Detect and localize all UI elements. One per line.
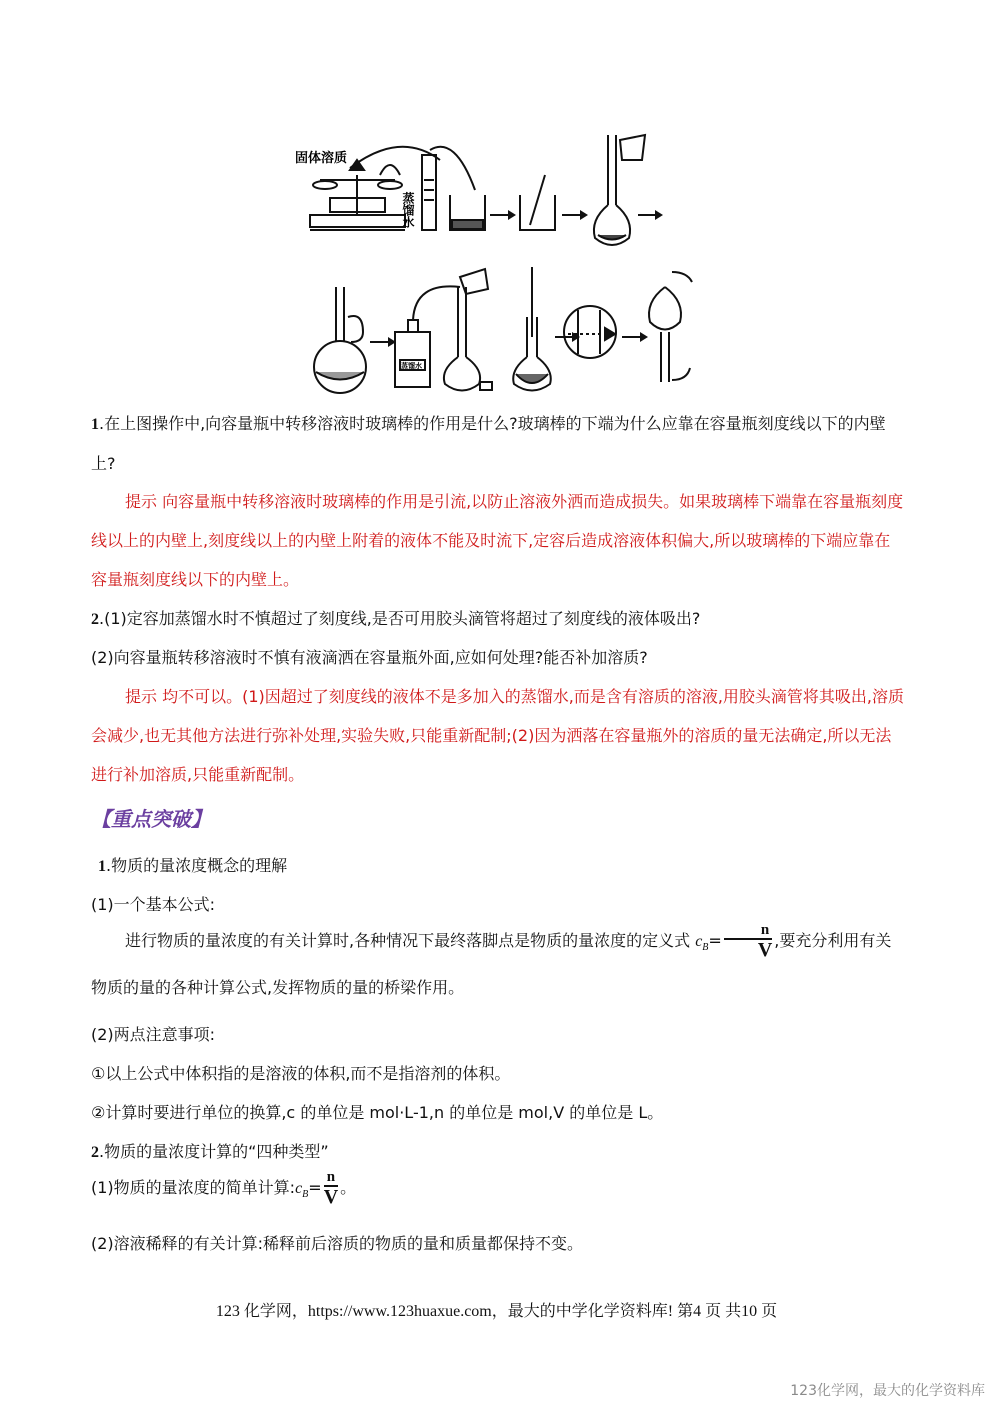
point-2-number: 2 — [91, 1144, 99, 1161]
question-2-part-2: (2)向容量瓶转移溶液时不慎有液滴洒在容量瓶外面,应如何处理?能否补加溶质? — [91, 648, 648, 667]
formula-cb: $c_B$ — [695, 933, 709, 954]
point-2-title — [91, 1132, 906, 1172]
point-1-sub-2: (2)两点注意事项: — [91, 1025, 216, 1044]
point-2-sub-1-text: (1)物质的量浓度的简单计算: — [91, 1178, 296, 1197]
point-1-item-1: ①以上公式中体积指的是溶液的体积,而不是指溶剂的体积。 — [91, 1064, 511, 1083]
point-1-sub-1: (1)一个基本公式: — [91, 895, 216, 914]
point-1-body-a: 进行物质的量浓度的有关计算时,各种情况下最终落脚点是物质的量浓度的定义式 — [125, 931, 691, 950]
point-1-body-b: ,要充分利用有关物质的量的各种计算公式,发挥物质的量的桥梁作用。 — [91, 931, 892, 998]
wash-bottle-icon — [395, 286, 460, 387]
figure-label-water: 蒸馏水 — [401, 192, 415, 228]
hint-2: 提示 均不可以。(1)因超过了刻度线的液体不是多加入的蒸馏水,而是含有溶质的溶液,用胶头滴管将其吸出,溶质会减少,也无其他方法进行弥补处理,实验失败,只能重新配制;(2)因为洒落在容量瓶外的溶质的量无法确定,所以无法进行补加溶质,只能重新配制。 — [91, 687, 905, 784]
formula-fraction-2: $\frac{n}{V}$ — [323, 1169, 339, 1208]
meniscus-view-icon — [564, 306, 616, 358]
flask-invert-icon — [649, 272, 692, 382]
beaker-stir-icon — [520, 175, 555, 230]
experiment-figure-bottom — [300, 262, 700, 400]
volumetric-flask-dropper-icon — [513, 267, 551, 391]
question-1 — [91, 404, 906, 483]
question-1-number: 1 — [91, 416, 99, 433]
point-1-title — [98, 846, 913, 886]
transfer-arc-arrow — [350, 147, 440, 168]
point-2-sub-2: (2)溶液稀释的有关计算:稀释前后溶质的物质的量和质量都保持不变。 — [91, 1234, 584, 1253]
question-2-number: 2 — [91, 611, 99, 628]
formula-equals: = — [708, 931, 722, 950]
beaker-icon — [450, 195, 485, 230]
question-2-part-1 — [91, 599, 906, 639]
hint-1: 提示 向容量瓶中转移溶液时玻璃棒的作用是引流,以防止溶液外洒而造成损失。如果玻璃棒下端靠在容量瓶刻度线以上的内壁上,刻度线以上的内壁上附着的液体不能及时流下,定容后造成溶液体积偏大,所以玻璃棒的下端应靠在容量瓶刻度线以下的内壁上。 — [91, 492, 904, 589]
point-2-title-text: .物质的量浓度计算的“四种类型” — [99, 1142, 329, 1161]
balance-icon — [310, 160, 405, 230]
point-1-number: 1 — [98, 858, 106, 875]
experiment-figure-top — [290, 120, 670, 255]
formula-fraction: $\frac{n}{V}$ — [724, 923, 772, 960]
graduated-cylinder-icon — [422, 155, 436, 230]
figure-label-solid: 固体溶质 — [295, 151, 348, 166]
point-1-title-text: .物质的量浓度概念的理解 — [106, 856, 288, 875]
figure-label-bottle: 蒸馏水 — [401, 362, 422, 370]
question-1-text: .在上图操作中,向容量瓶中转移溶液时玻璃棒的作用是什么?玻璃棒的下端为什么应靠在容量瓶刻度线以下的内壁上? — [91, 414, 886, 473]
point-2-sub-1: (1)物质的量浓度的简单计算$:c_B=$ $\frac{n}{V}$ 。 — [91, 1169, 357, 1208]
point-1-item-2: ②计算时要进行单位的换算,c 的单位是 mol·L-1,n 的单位是 mol,V 的单位是 L。 — [91, 1103, 664, 1122]
watermark: 123化学网，最大的化学资料库 — [790, 1383, 985, 1399]
round-flask-shake-icon — [314, 287, 366, 393]
volumetric-flask-icon — [594, 135, 645, 245]
question-2-text-1: .(1)定容加蒸馏水时不慎超过了刻度线,是否可用胶头滴管将超过了刻度线的液体吸出? — [99, 609, 701, 628]
page-footer: 123 化学网，https://www.123huaxue.com，最大的中学化学资料库! 第4 页 共10 页 — [215, 1303, 778, 1320]
point-1-body — [91, 921, 906, 1008]
formula-cb-2: $c_B$ — [295, 1180, 309, 1201]
section-heading: 【重点突破】 — [91, 807, 211, 831]
